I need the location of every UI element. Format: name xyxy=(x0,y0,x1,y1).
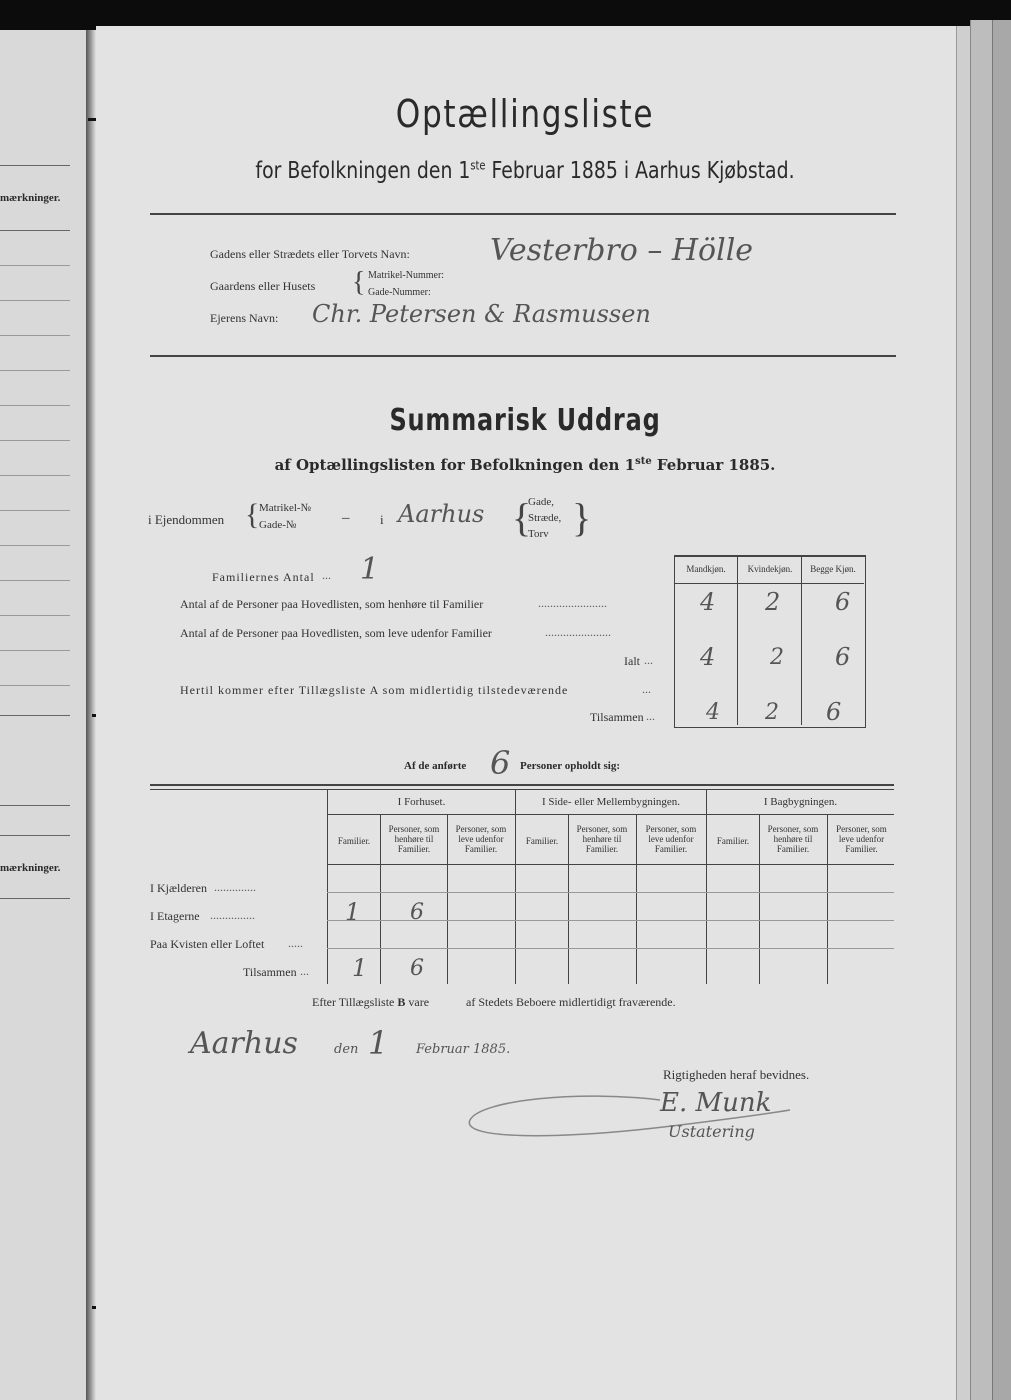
place-value: Aarhus xyxy=(398,500,485,528)
leader-dots: ... xyxy=(644,653,653,667)
leader-dots: ... xyxy=(646,709,655,723)
leader-dots: ... xyxy=(642,682,651,696)
families-label: Familiernes Antal xyxy=(212,570,315,584)
residence-row-rule xyxy=(327,892,894,893)
subheader-families: Familier. xyxy=(716,836,750,846)
sign-place: Aarhus xyxy=(190,1026,298,1061)
group-front-house: I Forhuset. xyxy=(397,796,446,808)
counts-col-rule xyxy=(737,555,738,725)
left-rule xyxy=(0,230,70,231)
residence-top-rule xyxy=(150,784,894,786)
brace: { xyxy=(245,498,260,531)
left-rule xyxy=(0,898,70,899)
subheader-in-families: Personer, som henhøre til Familier. xyxy=(576,824,628,854)
residence-row-label: Tilsammen xyxy=(243,965,297,979)
count-female: 2 xyxy=(765,700,779,725)
place-type: Torv xyxy=(528,528,549,540)
left-rule xyxy=(0,335,70,336)
subheader-in-families: Personer, som henhøre til Familier. xyxy=(388,824,440,854)
leader-dots: ... xyxy=(300,964,309,978)
brace: { xyxy=(512,495,532,540)
residence-group-rule xyxy=(327,814,894,815)
summary-title: Summarisk Uddrag xyxy=(389,403,661,438)
residence-persons: 6 xyxy=(410,900,424,925)
gade-label: Gade-Nummer: xyxy=(368,287,431,298)
property-matrikel: Matrikel-№ xyxy=(259,502,312,514)
left-remarks-label: mærkninger. xyxy=(0,862,61,874)
left-remarks-label: mærkninger. xyxy=(0,192,61,204)
left-rule xyxy=(0,165,70,166)
leader-dots: ... xyxy=(322,568,331,582)
residence-families: 1 xyxy=(345,898,361,926)
residence-col-rule xyxy=(568,814,569,984)
page-edge xyxy=(970,20,993,1400)
subtitle-text: for Befolkningen den 1 xyxy=(255,158,471,184)
left-rule xyxy=(0,545,70,546)
left-rule xyxy=(0,370,70,371)
leader-dots: .............. xyxy=(214,880,256,894)
group-back-building: I Bagbygningen. xyxy=(763,796,838,808)
residence-header-rule xyxy=(327,864,894,865)
left-rule xyxy=(0,685,70,686)
subtitle-sup: ste xyxy=(470,158,486,173)
count-both: 6 xyxy=(835,643,851,671)
property-dash: – xyxy=(342,510,350,526)
footnote xyxy=(312,995,676,1010)
brace: } xyxy=(572,495,592,540)
left-rule xyxy=(0,300,70,301)
leader-dots: ...................... xyxy=(545,625,611,639)
residence-row-label: I Kjælderen xyxy=(150,881,207,895)
residence-col-rule xyxy=(706,789,707,984)
subheader-outside-families: Personer, som leve udenfor Familier. xyxy=(455,824,507,854)
footnote-text: af Stedets Beboere midlertidigt fraværende. xyxy=(466,995,676,1009)
property-label: i Ejendommen xyxy=(148,512,225,527)
owner-label: Ejerens Navn: xyxy=(210,311,279,325)
certify-text: Rigtigheden heraf bevidnes. xyxy=(663,1067,810,1082)
counts-row-label: Antal af de Personer paa Hovedlisten, som henhøre til Familier xyxy=(180,597,484,611)
leader-dots: ............... xyxy=(210,908,255,922)
col-header-male: Mandkjøn. xyxy=(686,564,726,574)
count-female: 2 xyxy=(770,645,784,670)
signature-flourish xyxy=(460,1080,840,1170)
subheader-in-families: Personer, som henhøre til Familier. xyxy=(767,824,819,854)
left-rule xyxy=(0,440,70,441)
sign-month-year: Februar 1885. xyxy=(416,1042,511,1057)
sign-den: den xyxy=(334,1042,359,1057)
street-value: Vesterbro – Hölle xyxy=(490,233,754,268)
residence-persons: 6 xyxy=(410,956,424,981)
left-rule xyxy=(0,580,70,581)
count-female: 2 xyxy=(765,588,781,616)
left-rule xyxy=(0,715,70,716)
place-type: Gade, xyxy=(528,496,554,508)
form-title: Optællingsliste xyxy=(395,92,655,136)
residence-col-rule xyxy=(327,789,328,984)
summary-subtitle xyxy=(240,456,810,474)
left-rule xyxy=(0,265,70,266)
residence-col-rule xyxy=(515,789,516,984)
residence-col-rule xyxy=(380,814,381,984)
residence-row-label: I Etagerne xyxy=(150,909,200,923)
footnote-letter: B xyxy=(397,995,406,1009)
count-male: 4 xyxy=(706,700,720,725)
left-rule xyxy=(0,805,70,806)
property-in: i xyxy=(380,512,384,527)
residence-col-rule xyxy=(447,814,448,984)
page-edge xyxy=(992,20,1011,1400)
header-rule xyxy=(150,213,896,215)
residence-intro-prefix: Af de anførte xyxy=(404,760,467,772)
sign-day: 1 xyxy=(368,1024,389,1062)
subheader-outside-families: Personer, som leve udenfor Familier. xyxy=(645,824,697,854)
residence-intro-value: 6 xyxy=(490,744,511,782)
count-male: 4 xyxy=(700,588,716,616)
address-rule xyxy=(150,355,896,357)
residence-families: 1 xyxy=(352,954,368,982)
summary-subtitle-text: af Optællingslisten for Befolkningen den 1 xyxy=(274,456,636,474)
left-rule xyxy=(0,650,70,651)
left-rule xyxy=(0,835,70,836)
leader-dots: ..... xyxy=(288,936,303,950)
form-subtitle xyxy=(201,158,849,184)
summary-subtitle-sup: ste xyxy=(635,456,652,467)
count-both: 6 xyxy=(826,698,842,726)
summary-subtitle-text: Februar 1885. xyxy=(651,456,776,474)
left-rule xyxy=(0,475,70,476)
house-label: Gaardens eller Husets xyxy=(210,279,316,293)
col-header-both: Begge Kjøn. xyxy=(810,564,856,574)
subtitle-text: Februar 1885 i Aarhus Kjøbstad. xyxy=(485,158,795,184)
footnote-text: vare xyxy=(408,995,430,1009)
place-type: Stræde, xyxy=(528,512,562,524)
subheader-families: Familier. xyxy=(525,836,559,846)
residence-col-rule xyxy=(827,814,828,984)
counts-col-rule xyxy=(801,555,802,725)
page-edge xyxy=(956,26,971,1400)
matrikel-label: Matrikel-Nummer: xyxy=(368,270,445,281)
group-side-building: I Side- eller Mellembygningen. xyxy=(541,796,681,808)
residence-intro-suffix: Personer opholdt sig: xyxy=(520,760,621,772)
residence-row-rule xyxy=(327,948,894,949)
street-label: Gadens eller Strædets eller Torvets Navn: xyxy=(210,247,410,261)
footnote-text: Efter Tillægsliste xyxy=(312,995,395,1009)
leader-dots: ....................... xyxy=(538,596,607,610)
property-gade: Gade-№ xyxy=(259,519,297,531)
counts-row-label: Tilsammen xyxy=(590,710,644,724)
owner-value: Chr. Petersen & Rasmussen xyxy=(312,300,651,328)
signer-title: Ustatering xyxy=(668,1122,755,1141)
count-male: 4 xyxy=(700,643,716,671)
residence-row-label: Paa Kvisten eller Loftet xyxy=(150,937,265,951)
counts-header-rule xyxy=(674,583,864,584)
families-value: 1 xyxy=(360,552,380,587)
subheader-outside-families: Personer, som leve udenfor Familier. xyxy=(836,824,887,854)
signer-name: E. Munk xyxy=(660,1088,772,1118)
left-rule xyxy=(0,510,70,511)
col-header-female: Kvindekjøn. xyxy=(747,564,793,574)
brace: { xyxy=(352,267,366,298)
residence-top-rule-thin xyxy=(150,789,894,790)
left-rule xyxy=(0,615,70,616)
counts-row-label: Hertil kommer efter Tillægsliste A som midlertidig tilstedeværende xyxy=(180,683,569,697)
left-rule xyxy=(0,405,70,406)
counts-row-label: Ialt xyxy=(624,654,640,668)
subheader-families: Familier. xyxy=(337,836,371,846)
left-page xyxy=(0,30,88,1400)
residence-col-rule xyxy=(636,814,637,984)
counts-row-label: Antal af de Personer paa Hovedlisten, som leve udenfor Familier xyxy=(180,626,492,640)
count-both: 6 xyxy=(835,588,851,616)
residence-col-rule xyxy=(759,814,760,984)
